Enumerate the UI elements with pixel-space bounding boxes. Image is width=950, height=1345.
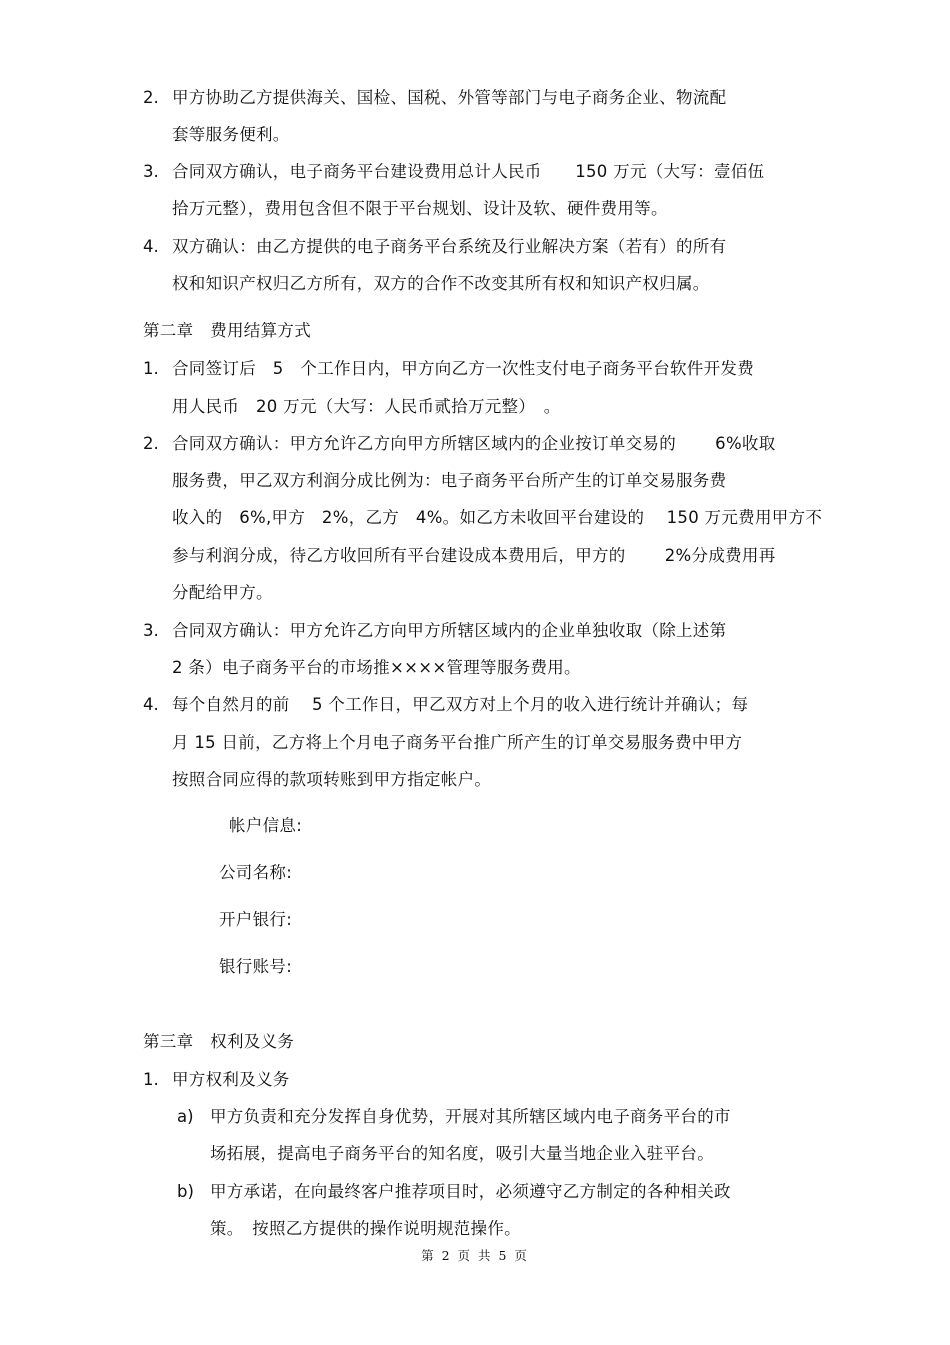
item-text-line: 合同双方确认：甲方允许乙方向甲方所辖区域内的企业单独收取（除上述第 (172, 621, 727, 640)
bank-name-label: 开户银行: (219, 910, 293, 929)
bank-account-label: 银行账号: (219, 957, 293, 976)
item-text-line: 2 条）电子商务平台的市场推××××管理等服务费用。 (172, 658, 581, 677)
sub-item-label: b) (177, 1182, 194, 1201)
item-text-line: 按照合同应得的款项转账到甲方指定帐户。 (172, 770, 492, 789)
item-text-line: 合同双方确认：甲方允许乙方向甲方所辖区域内的企业按订单交易的 6%收取 (172, 434, 776, 453)
company-name-label: 公司名称: (219, 863, 293, 882)
item-number: 2. (143, 434, 159, 453)
item-text-line: 每个自然月的前 5 个工作日，甲乙双方对上个月的收入进行统计并确认；每 (172, 695, 749, 714)
item-text-line: 双方确认：由乙方提供的电子商务平台系统及行业解决方案（若有）的所有 (172, 237, 727, 256)
item-text-line: 甲方权利及义务 (172, 1070, 290, 1089)
sub-item-text-line: 场拓展，提高电子商务平台的知名度，吸引大量当地企业入驻平台。 (210, 1144, 714, 1163)
item-text-line: 用人民币 20 万元（大写：人民币贰拾万元整） 。 (172, 397, 561, 416)
item-text-line: 权和知识产权归乙方所有，双方的合作不改变其所有权和知识产权归属。 (172, 274, 710, 293)
item-number: 1. (143, 359, 159, 378)
item-text-line: 套等服务便利。 (172, 125, 290, 144)
item-number: 4. (143, 237, 159, 256)
item-number: 2. (143, 88, 159, 107)
item-number: 4. (143, 695, 159, 714)
chapter-heading: 第二章 费用结算方式 (143, 321, 311, 340)
item-text-line: 分配给甲方。 (172, 583, 273, 602)
item-number: 1. (143, 1070, 159, 1089)
item-text-line: 收入的 6%,甲方 2%，乙方 4%。如乙方未收回平台建设的 150 万元费用甲方不 (172, 508, 823, 527)
item-text-line: 参与利润分成，待乙方收回所有平台建设成本费用后，甲方的 2%分成费用再 (172, 546, 776, 565)
sub-item-text-line: 甲方承诺，在向最终客户推荐项目时，必须遵守乙方制定的各种相关政 (210, 1182, 731, 1201)
item-text-line: 服务费，甲乙双方利润分成比例为：电子商务平台所产生的订单交易服务费 (172, 471, 727, 490)
item-text-line: 合同双方确认，电子商务平台建设费用总计人民币 150 万元（大写：壹佰伍 (172, 162, 765, 181)
account-info-title: 帐户信息: (229, 816, 303, 835)
item-number: 3. (143, 162, 159, 181)
chapter-heading: 第三章 权利及义务 (143, 1032, 295, 1051)
item-text-line: 月 15 日前，乙方将上个月电子商务平台推广所产生的订单交易服务费中甲方 (172, 733, 743, 752)
sub-item-text-line: 甲方负责和充分发挥自身优势，开展对其所辖区域内电子商务平台的市 (210, 1107, 731, 1126)
item-number: 3. (143, 621, 159, 640)
sub-item-text-line: 策。 按照乙方提供的操作说明规范操作。 (210, 1219, 521, 1238)
item-text-line: 拾万元整），费用包含但不限于平台规划、设计及软、硬件费用等。 (172, 199, 668, 218)
item-text-line: 甲方协助乙方提供海关、国检、国税、外管等部门与电子商务企业、物流配 (172, 88, 727, 107)
sub-item-label: a) (177, 1107, 194, 1126)
page-footer: 第 2 页 共 5 页 (421, 1248, 529, 1263)
item-text-line: 合同签订后 5 个工作日内，甲方向乙方一次性支付电子商务平台软件开发费 (172, 359, 754, 378)
